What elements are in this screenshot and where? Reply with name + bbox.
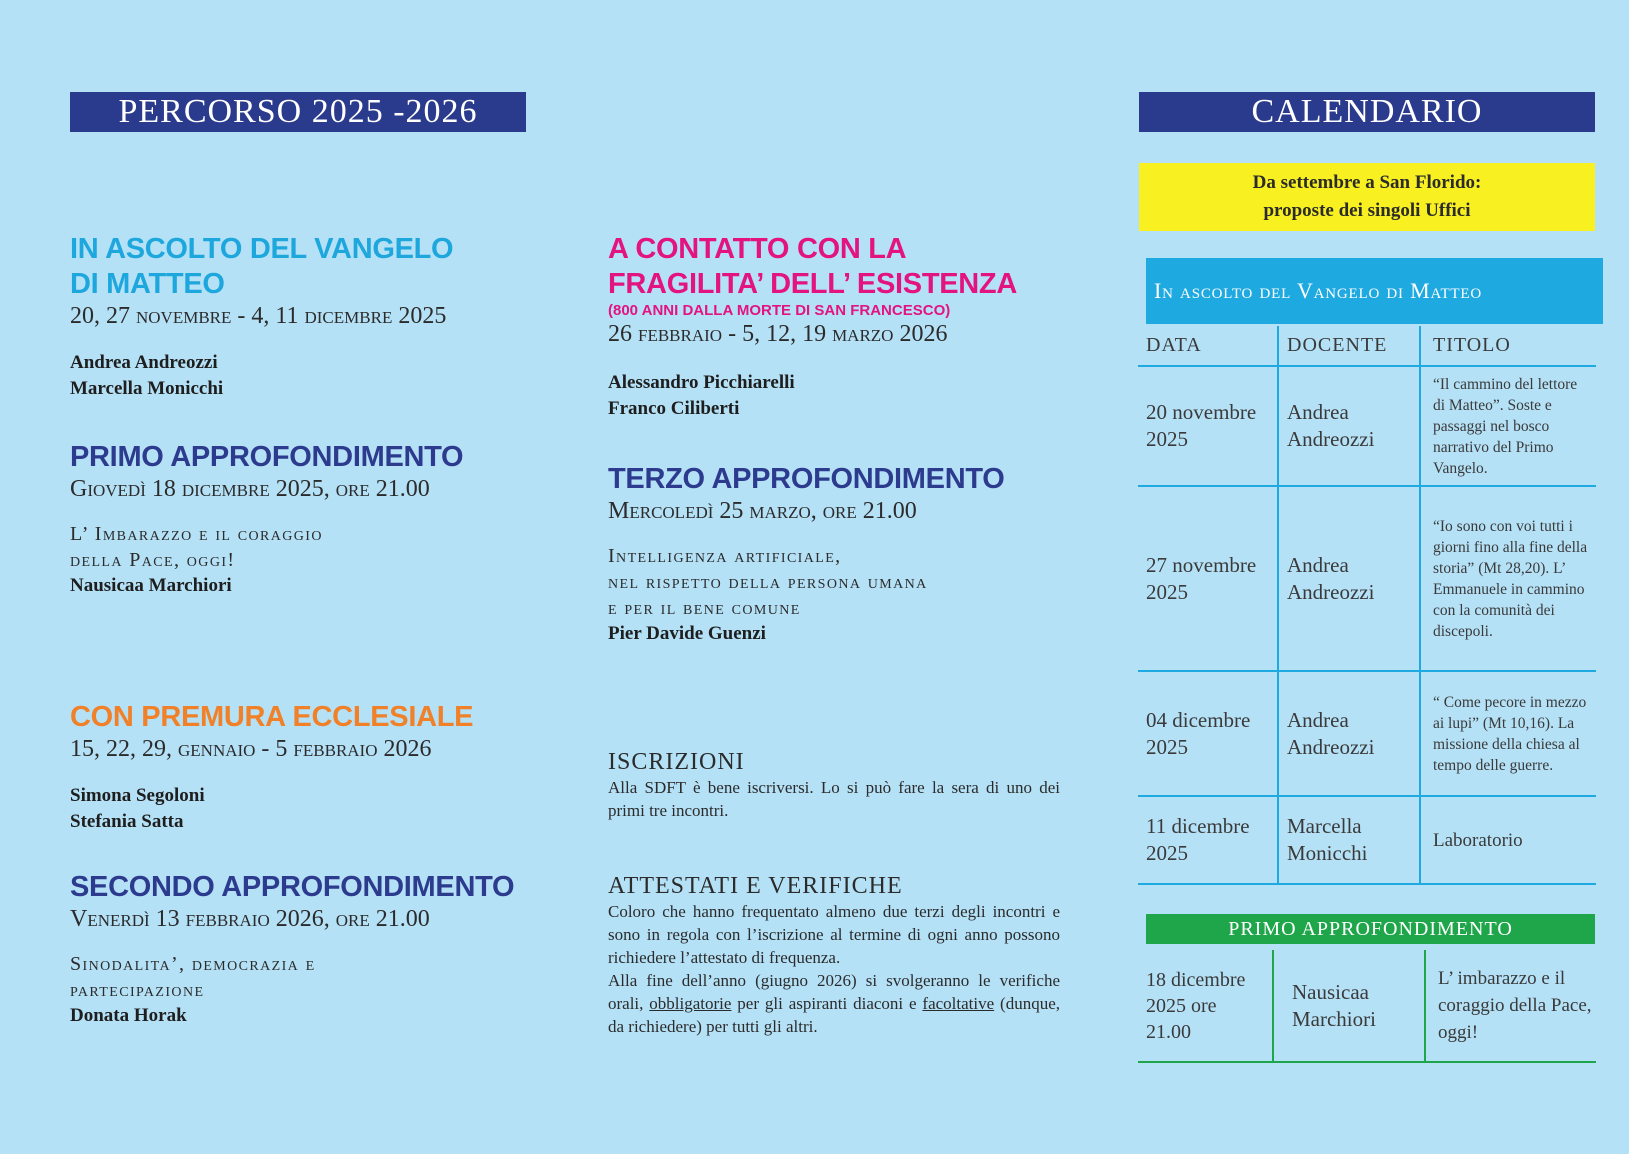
- section-date: Giovedì 18 dicembre 2025, ore 21.00: [70, 476, 430, 502]
- obbligatorie-word: obbligatorie: [649, 994, 732, 1013]
- section-secondo-approfondimento: [70, 870, 560, 1029]
- row-teacher: Andrea Andreozzi: [1278, 366, 1420, 486]
- facoltative-word: facoltative: [922, 994, 995, 1013]
- teacher-name: Alessandro Picchiarelli: [608, 372, 795, 393]
- notice-line: proposte dei singoli Uffici: [1263, 200, 1471, 221]
- row-teacher: Marcella Monicchi: [1278, 796, 1420, 884]
- row-title: “Io sono con voi tutti i giorni fino alla fine della storia” (Mt 28,20). L’ Emmanuele in cammino con la comunità dei discepoli.: [1433, 517, 1588, 640]
- section-vangelo-matteo: [70, 232, 540, 402]
- section-subtitle: (800 ANNI DALLA MORTE DI SAN FRANCESCO): [608, 302, 951, 319]
- attestati-text: Coloro che hanno frequentato almeno due terzi degli incontri e sono in regola con l’iscrizione al termine di ogni anno possono richiedere l’attestato di frequenza.: [608, 902, 1060, 967]
- teacher-name: Stefania Satta: [70, 811, 184, 832]
- section-title: CON PREMURA ECCLESIALE: [70, 701, 474, 733]
- section-premura-ecclesiale: [70, 700, 550, 835]
- speaker-name: Nausicaa Marchiori: [70, 575, 232, 596]
- teacher-name: Franco Ciliberti: [608, 398, 740, 419]
- notice-line: Da settembre a San Florido:: [1252, 172, 1482, 193]
- section-date: 20, 27 novembre - 4, 11 dicembre 2025: [70, 303, 447, 329]
- row-teacher: Nausicaa Marchiori: [1273, 950, 1425, 1062]
- iscrizioni-block: [608, 748, 1060, 822]
- section-title: TERZO APPROFONDIMENTO: [608, 463, 1005, 495]
- section-topic: e per il bene comune: [608, 597, 801, 619]
- section-fragilita: [608, 232, 1078, 422]
- header-docente: DOCENTE: [1278, 326, 1420, 366]
- section-topic: partecipazione: [70, 979, 205, 1001]
- row-teacher: Andrea Andreozzi: [1278, 671, 1420, 796]
- table-row: [1138, 486, 1596, 671]
- section-title: IN ASCOLTO DEL VANGELO: [70, 233, 454, 265]
- row-title: “Il cammino del lettore di Matteo”. Soste e passaggi nel bosco narrativo del Primo Vangelo.: [1433, 375, 1578, 477]
- section-title: A CONTATTO CON LA: [608, 233, 907, 265]
- section-date: Mercoledì 25 marzo, ore 21.00: [608, 498, 917, 524]
- table-row: [1138, 796, 1596, 884]
- percorso-header: PERCORSO 2025 -2026: [70, 92, 526, 132]
- calendario-header: CALENDARIO: [1139, 92, 1595, 132]
- section-title-line2: DI MATTEO: [70, 268, 225, 300]
- section-topic: Sinodalita’, democrazia e: [70, 953, 316, 975]
- iscrizioni-heading: ISCRIZIONI: [608, 749, 745, 775]
- header-titolo: TITOLO: [1433, 334, 1511, 356]
- speaker-name: Donata Horak: [70, 1005, 187, 1026]
- row-title: “ Come pecore in mezzo ai lupi” (Mt 10,16). La missione della chiesa al tempo delle guerre.: [1433, 693, 1587, 774]
- approfondimento-table: [1138, 950, 1596, 1063]
- verifiche-text: [608, 969, 1060, 1038]
- row-date: 20 novembre 2025: [1138, 366, 1278, 486]
- calendar-table-title: In ascolto del Vangelo di Matteo: [1146, 258, 1603, 324]
- row-teacher: Andrea Andreozzi: [1278, 486, 1420, 671]
- verifiche-text-b: per gli aspiranti diaconi e: [731, 994, 923, 1013]
- table-header-row: [1138, 326, 1596, 366]
- row-title: Laboratorio: [1433, 829, 1523, 851]
- header-data: DATA: [1138, 326, 1278, 366]
- row-date: 04 dicembre 2025: [1138, 671, 1278, 796]
- verifiche-text-c: (dunque, da richiedere) per tutti gli altri.: [608, 994, 1060, 1036]
- notice-box: [1139, 163, 1595, 231]
- section-topic: L’ Imbarazzo e il coraggio: [70, 523, 323, 545]
- section-title: PRIMO APPROFONDIMENTO: [70, 441, 464, 473]
- table-row: [1138, 366, 1596, 486]
- row-date: 27 novembre 2025: [1138, 486, 1278, 671]
- section-date: Venerdì 13 febbraio 2026, ore 21.00: [70, 906, 430, 932]
- teacher-name: Simona Segoloni: [70, 785, 205, 806]
- calendar-table: [1138, 326, 1596, 885]
- section-topic: della Pace, oggi!: [70, 549, 236, 571]
- table-row: [1138, 671, 1596, 796]
- section-date: 15, 22, 29, gennaio - 5 febbraio 2026: [70, 736, 432, 762]
- section-primo-approfondimento: [70, 440, 550, 599]
- approfondimento-table-title: PRIMO APPROFONDIMENTO: [1146, 914, 1595, 944]
- speaker-name: Pier Davide Guenzi: [608, 623, 766, 644]
- row-title: L’ imbarazzo e il coraggio della Pace, oggi!: [1438, 968, 1592, 1043]
- attestati-block: [608, 872, 1060, 1038]
- teacher-name: Andrea Andreozzi: [70, 352, 218, 373]
- section-title-line2: FRAGILITA’ DELL’ ESISTENZA: [608, 268, 1017, 300]
- table-row: [1138, 950, 1596, 1062]
- verifiche-text-a: Alla fine dell’anno (giugno 2026) si svolgeranno le verifiche orali,: [608, 971, 1060, 1013]
- iscrizioni-text: Alla SDFT è bene iscriversi. Lo si può fare la sera di uno dei primi tre incontri.: [608, 778, 1060, 820]
- row-date: 18 dicembre 2025 ore 21.00: [1138, 950, 1273, 1062]
- section-topic: Intelligenza artificiale,: [608, 545, 842, 567]
- section-terzo-approfondimento: [608, 462, 1088, 647]
- attestati-heading: ATTESTATI E VERIFICHE: [608, 873, 903, 899]
- row-date: 11 dicembre 2025: [1138, 796, 1278, 884]
- section-topic: nel rispetto della persona umana: [608, 571, 928, 593]
- teacher-name: Marcella Monicchi: [70, 378, 224, 399]
- section-date: 26 febbraio - 5, 12, 19 marzo 2026: [608, 321, 948, 347]
- section-title: SECONDO APPROFONDIMENTO: [70, 871, 515, 903]
